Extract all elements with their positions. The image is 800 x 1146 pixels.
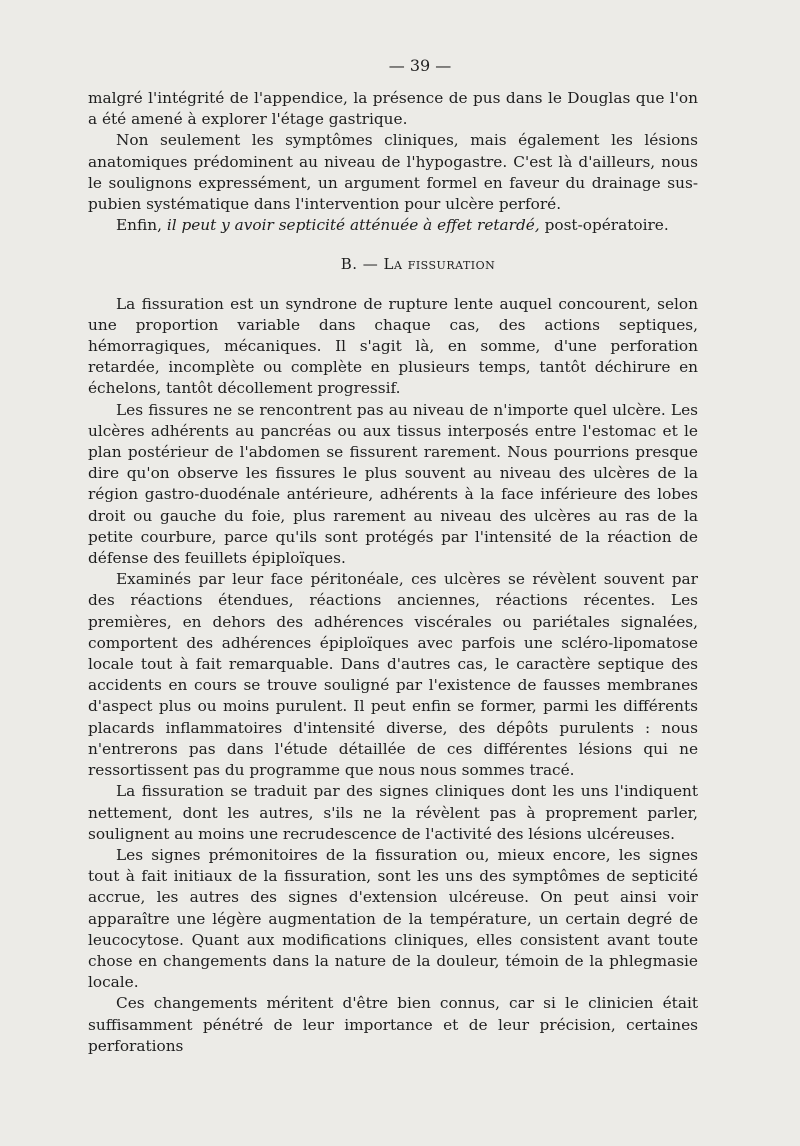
enfin-italic: il peut y avoir septicité atténuée à effet retardé, bbox=[166, 216, 540, 235]
paragraph: Ces changements méritent d'être bien connus, car si le clinicien était suffisamment pénétré de leur importance et de leur précision, certaines perforations bbox=[88, 994, 698, 1055]
paragraph-enfin bbox=[88, 215, 698, 236]
paragraph-continuation: malgré l'intégrité de l'appendice, la présence de pus dans le Douglas que l'on a été amené à explorer l'étage gastrique. bbox=[88, 89, 698, 129]
paragraph: Examinés par leur face péritonéale, ces ulcères se révèlent souvent par des réactions étendues, réactions anciennes, réactions récentes. Les premières, en dehors des adhérences viscérales ou pariétales signalées, comportent des adhérences épiploïques avec parfois une scléro-lipomatose locale tout à fait remarquable. Dans d'autres cas, le caractère septique des accidents en cours se trouve souligné par l'existence de fausses membranes d'aspect plus ou moins purulent. Il peut enfin se former, parmi les différents placards inflammatoires d'intensité diverse, des dépôts purulents : nous n'entrerons pas dans l'étude détaillée de ces différentes lésions qui ne ressortissent pas du programme que nous nous sommes tracé. bbox=[88, 570, 698, 780]
paragraph: Les fissures ne se rencontrent pas au niveau de n'importe quel ulcère. Les ulcères adhérents au pancréas ou aux tissus interposés entre l'estomac et le plan postérieur de l'abdomen se fissurent rarement. Nous pourrions presque dire qu'on observe les fissures le plus souvent au niveau des ulcères de la région gastro-duodénale antérieure, adhérents à la face inférieure des lobes droit ou gauche du foie, plus rarement au niveau des ulcères au ras de la petite courbure, parce qu'ils sont protégés par l'intensité de la réaction de défense des feuillets épiploïques. bbox=[88, 400, 698, 568]
enfin-lead: Enfin, bbox=[116, 216, 167, 235]
section-letter: B. — bbox=[340, 255, 384, 274]
paragraph: Non seulement les symptômes cliniques, mais également les lésions anatomiques prédominent au niveau de l'hypogastre. C'est là d'ailleurs, nous le soulignons expressément, un argument formel en faveur du drainage sus-pubien systématique dans l'intervention pour ulcère perforé. bbox=[88, 131, 698, 214]
section-title: La fissuration bbox=[383, 255, 496, 274]
section-heading bbox=[88, 254, 698, 275]
body-text bbox=[88, 88, 698, 1057]
paragraph: Les signes prémonitoires de la fissuration ou, mieux encore, les signes tout à fait initiaux de la fissuration, sont les uns des symptômes de septicité accrue, les autres des signes d'extension ulcéreuse. On peut ainsi voir apparaître une légère augmentation de la température, un certain degré de leucocytose. Quant aux modifications cliniques, elles consistent avant toute chose en changements dans la nature de la douleur, témoin de la phlegmasie locale. bbox=[88, 845, 698, 992]
page-number: — 39 — bbox=[388, 56, 452, 75]
enfin-tail: post-opératoire. bbox=[539, 216, 669, 235]
paragraph: La fissuration se traduit par des signes cliniques dont les uns l'indiquent nettement, dont les autres, s'ils ne la révèlent pas à proprement parler, soulignent au moins une recrudescence de l'activité des lésions ulcéreuses. bbox=[88, 782, 698, 843]
paragraph: La fissuration est un syndrone de rupture lente auquel concourent, selon une proportion variable dans chaque cas, des actions septiques, hémorragiques, mécaniques. Il s'agit là, en somme, d'une perforation retardée, incomplète ou complète en plusieurs temps, tantôt déchirure en échelons, tantôt décollement progressif. bbox=[88, 294, 698, 398]
